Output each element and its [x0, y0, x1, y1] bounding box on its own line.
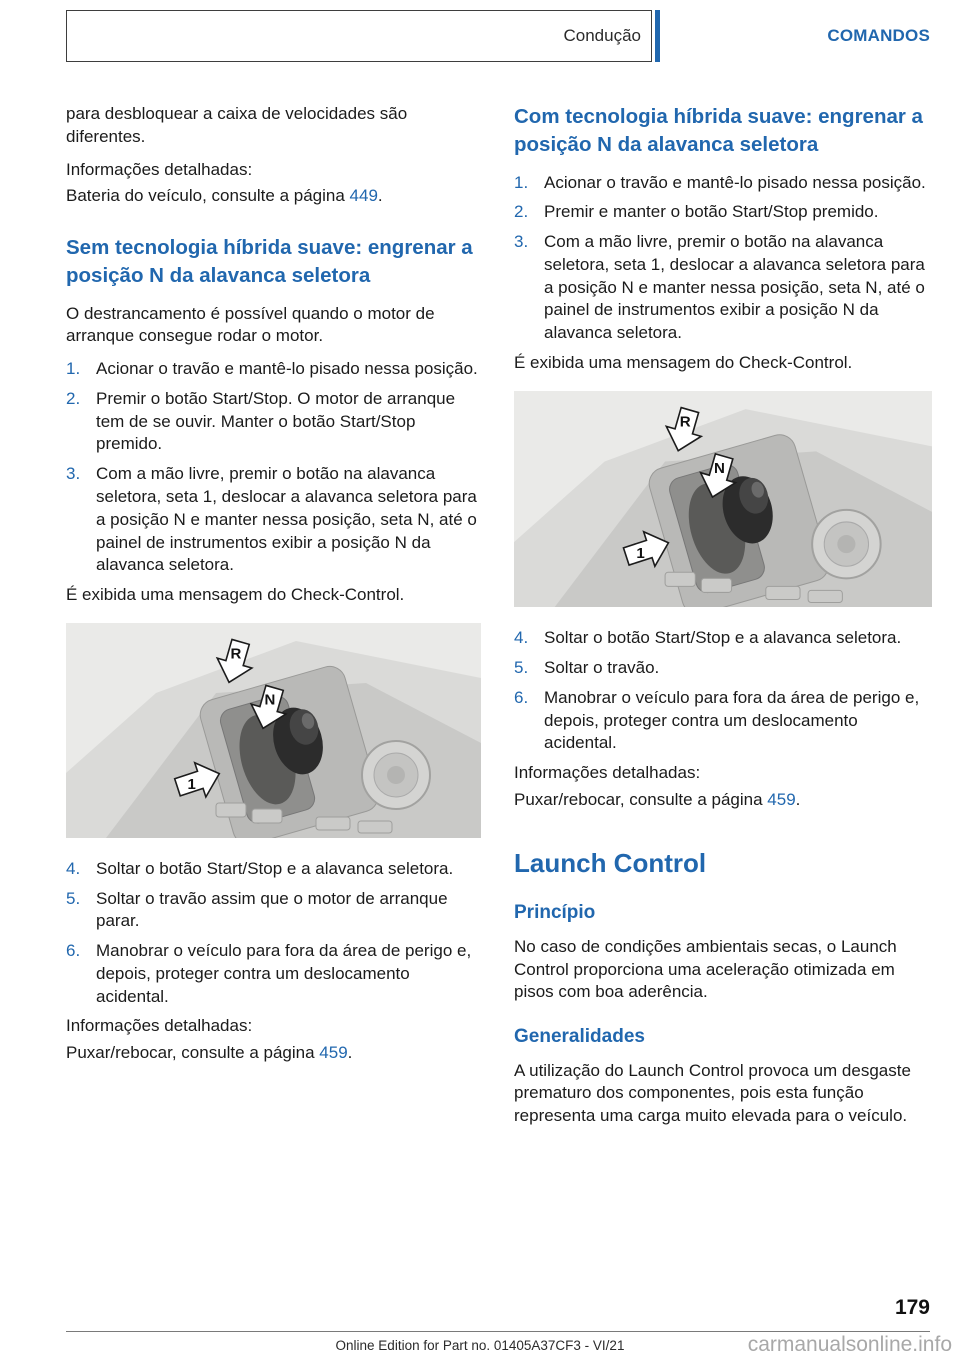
edition-note: Online Edition for Part no. 01405A37CF3 - VI/21 — [335, 1338, 625, 1353]
general-paragraph: A utilização do Launch Control provoca um desgaste prematuro dos componentes, pois esta função representa uma carga muito elevada para o veículo. — [514, 1060, 911, 1126]
section-heading-mild-hybrid: Com tecnologia híbrida suave: engrenar a posição N da alavanca seletora — [514, 105, 923, 157]
steps-list — [514, 627, 932, 755]
step-item — [514, 172, 932, 195]
tow-reference-text: Puxar/rebocar, consulte a página — [514, 789, 763, 809]
step-number: 6. — [514, 687, 529, 707]
step-item — [66, 888, 481, 934]
step-item — [66, 388, 481, 456]
step-text: Premir e manter o botão Start/Stop premido. — [544, 202, 879, 222]
section-heading-no-mild-hybrid: Sem tecnologia híbrida suave: engrenar a posição N da alavanca seletora — [66, 236, 473, 288]
step-text: Premir o botão Start/Stop. O motor de arranque tem de se ouvir. Manter o botão Start/Stop premido. — [96, 388, 456, 454]
details-label: Informações detalhadas: — [66, 159, 253, 179]
tow-reference — [66, 1042, 481, 1065]
step-number: 2. — [514, 202, 529, 222]
gear-selector-illustration — [514, 391, 932, 608]
page-number: 179 — [894, 1296, 930, 1319]
step-number: 3. — [514, 232, 529, 252]
page-link-459[interactable]: 459 — [767, 789, 796, 809]
svg-text:N: N — [264, 691, 276, 709]
page-header — [66, 10, 930, 62]
breadcrumb-box — [66, 10, 652, 62]
content-area — [66, 103, 932, 1138]
step-text: Acionar o travão e mantê-lo pisado nessa posição. — [544, 172, 926, 192]
launch-control-title: Launch Control — [514, 847, 707, 878]
svg-text:1: 1 — [187, 775, 196, 793]
battery-reference — [66, 185, 481, 208]
step-number: 6. — [66, 941, 81, 961]
step-number: 5. — [66, 888, 81, 908]
general-heading: Generalidades — [514, 1026, 645, 1048]
step-item — [514, 657, 932, 680]
svg-text:N: N — [713, 459, 725, 477]
watermark: carmanualsonline.info — [747, 1333, 952, 1356]
principle-heading: Princípio — [514, 902, 596, 924]
steps-list — [66, 358, 481, 577]
intro-paragraph: para desbloquear a caixa de velocidades são diferentes. — [66, 104, 408, 146]
step-number: 2. — [66, 388, 81, 408]
sentence-period: . — [795, 789, 801, 809]
gear-selector-illustration — [66, 623, 481, 838]
step-item — [66, 940, 481, 1008]
step-text: Manobrar o veículo para fora da área de perigo e, depois, proteger contra um deslocamento acidental. — [544, 687, 920, 753]
page-link-459[interactable]: 459 — [319, 1043, 348, 1063]
step-text: Soltar o travão assim que o motor de arranque parar. — [96, 888, 448, 931]
sentence-period: . — [347, 1043, 353, 1063]
left-column — [66, 103, 481, 1138]
svg-text:1: 1 — [636, 544, 645, 562]
steps-list — [66, 858, 481, 1009]
page-link-449[interactable]: 449 — [349, 186, 378, 206]
step-item — [514, 627, 932, 650]
step-text: Soltar o botão Start/Stop e a alavanca seletora. — [544, 628, 902, 648]
step-item — [514, 231, 932, 345]
svg-text:R: R — [679, 413, 691, 431]
breadcrumb: Condução — [563, 25, 641, 45]
step-number: 1. — [514, 172, 529, 192]
step-item — [514, 687, 932, 755]
step-text: Com a mão livre, premir o botão na alavanca seletora, seta 1, deslocar a alavanca seletora para a posição N e manter nessa posição, seta N, até o painel de instrumentos exibir a posição N da alavanca seletora. — [96, 464, 477, 575]
battery-reference-text: Bateria do veículo, consulte a página — [66, 186, 345, 206]
step-number: 4. — [514, 628, 529, 648]
chapter-title: COMANDOS — [827, 25, 930, 45]
step-text: Soltar o botão Start/Stop e a alavanca seletora. — [96, 858, 454, 878]
check-control-note: É exibida uma mensagem do Check-Control. — [66, 585, 405, 605]
details-label: Informações detalhadas: — [66, 1016, 253, 1036]
gear-selector-figure — [514, 391, 932, 608]
paragraph: O destrancamento é possível quando o motor de arranque consegue rodar o motor. — [66, 303, 435, 346]
step-item — [514, 201, 932, 224]
step-item — [66, 358, 481, 381]
gear-selector-figure — [66, 623, 481, 838]
step-text: Soltar o travão. — [544, 658, 660, 677]
check-control-note: É exibida uma mensagem do Check-Control. — [514, 352, 853, 372]
tow-reference — [514, 789, 932, 812]
step-item — [66, 463, 481, 577]
step-text: Com a mão livre, premir o botão na alavanca seletora, seta 1, deslocar a alavanca seletora para a posição N e manter nessa posição, seta N, até o painel de instrumentos exibir a posição N da alavanca seletora. — [544, 232, 925, 343]
principle-paragraph: No caso de condições ambientais secas, o Launch Control proporciona uma aceleração otimizada em pisos com boa aderência. — [514, 936, 897, 1002]
step-item — [66, 858, 481, 881]
step-text: Manobrar o veículo para fora da área de perigo e, depois, proteger contra um deslocamento acidental. — [96, 941, 472, 1006]
steps-list — [514, 172, 932, 345]
svg-text:R: R — [230, 645, 242, 663]
details-label: Informações detalhadas: — [514, 763, 701, 783]
tow-reference-text: Puxar/rebocar, consulte a página — [66, 1043, 315, 1063]
right-column — [514, 103, 932, 1138]
step-number: 4. — [66, 858, 81, 878]
sentence-period: . — [377, 186, 383, 206]
step-text: Acionar o travão e mantê-lo pisado nessa posição. — [96, 359, 478, 379]
step-number: 1. — [66, 359, 81, 379]
step-number: 5. — [514, 658, 529, 677]
step-number: 3. — [66, 464, 81, 484]
